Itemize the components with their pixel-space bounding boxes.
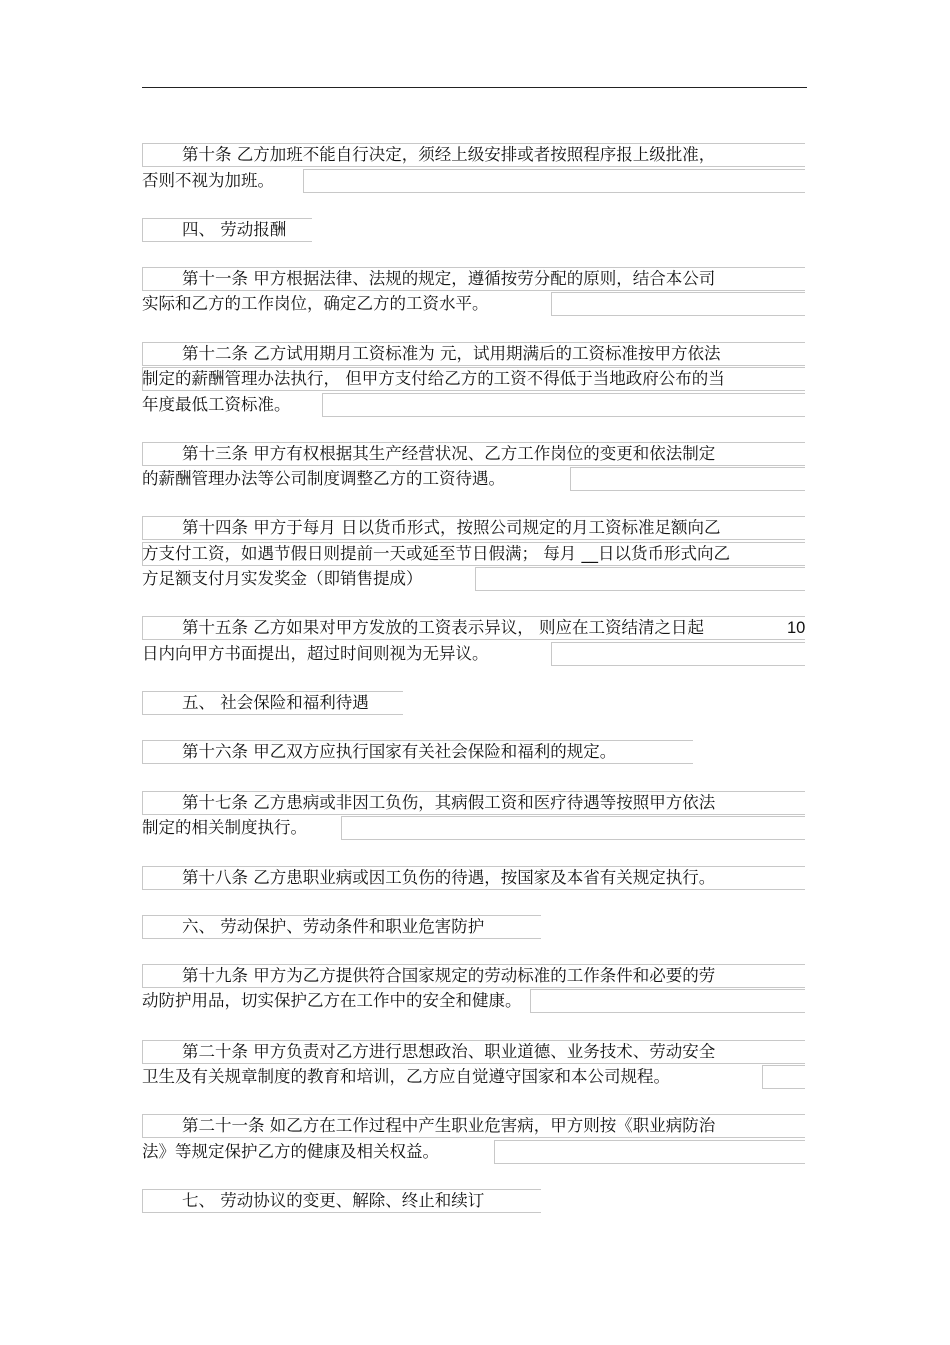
line-text: 第十四条 甲方于每月 日以货币形式，按照公司规定的月工资标准足额向乙 [182,518,721,537]
line-text: 的薪酬管理办法等公司制度调整乙方的工资待遇。 [142,469,505,488]
line-text: 制定的相关制度执行。 [142,818,307,837]
line-text: 第二十一条 如乙方在工作过程中产生职业危害病，甲方则按《职业病防治 [182,1116,716,1135]
text-box-outline [551,642,805,666]
line-text: 第二十条 甲方负责对乙方进行思想政治、职业道德、业务技术、劳动安全 [182,1042,716,1061]
header-rule [142,87,807,88]
line-text: 制定的薪酬管理办法执行， 但甲方支付给乙方的工资不得低于当地政府公布的当 [142,369,725,388]
text-box-outline [322,393,805,417]
line-text: 第十七条 乙方患病或非因工负伤，其病假工资和医疗待遇等按照甲方依法 [182,793,716,812]
line-text: 四、 劳动报酬 [182,220,287,239]
line-text: 年度最低工资标准。 [142,395,291,414]
text-box-outline [494,1140,805,1164]
line-text: 方支付工资，如遇节假日则提前一天或延至节日假满； 每月 __日以货币形式向乙 [142,544,730,563]
line-text: 第十一条 甲方根据法律、法规的规定，遵循按劳分配的原则，结合本公司 [182,269,716,288]
text-box-outline [303,169,805,193]
text-box-outline [551,292,805,316]
line-text: 否则不视为加班。 [142,171,274,190]
text-box-outline [341,816,805,840]
line-text: 第十三条 甲方有权根据其生产经营状况、乙方工作岗位的变更和依法制定 [182,444,716,463]
line-text: 日内向甲方书面提出，超过时间则视为无异议。 [142,644,489,663]
text-box-outline [762,1065,805,1089]
line-text: 卫生及有关规章制度的教育和培训，乙方应自觉遵守国家和本公司规程。 [142,1067,670,1086]
line-text: 第十八条 乙方患职业病或因工负伤的待遇，按国家及本省有关规定执行。 [182,868,716,887]
line-text: 第十六条 甲乙双方应执行国家有关社会保险和福利的规定。 [182,742,617,761]
line-text: 动防护用品，切实保护乙方在工作中的安全和健康。 [142,991,522,1010]
line-text: 五、 社会保险和福利待遇 [182,693,369,712]
text-box-outline [475,567,805,591]
line-text: 第十九条 甲方为乙方提供符合国家规定的劳动标准的工作条件和必要的劳 [182,966,716,985]
line-text: 第十二条 乙方试用期月工资标准为 元，试用期满后的工资标准按甲方依法 [182,344,721,363]
text-box-outline [570,467,805,491]
day-count-number: 10 [787,619,806,637]
line-text: 法》等规定保护乙方的健康及相关权益。 [142,1142,439,1161]
line-text: 七、 劳动协议的变更、解除、终止和续订 [182,1191,485,1210]
line-text: 实际和乙方的工作岗位，确定乙方的工资水平。 [142,294,489,313]
line-text: 第十五条 乙方如果对甲方发放的工资表示异议， 则应在工资结清之日起 [182,618,704,637]
line-text: 方足额支付月实发奖金（即销售提成） [142,569,423,588]
text-box-outline [530,989,805,1013]
line-text: 六、 劳动保护、劳动条件和职业危害防护 [182,917,485,936]
line-text: 第十条 乙方加班不能自行决定，须经上级安排或者按照程序报上级批准， [182,145,716,164]
